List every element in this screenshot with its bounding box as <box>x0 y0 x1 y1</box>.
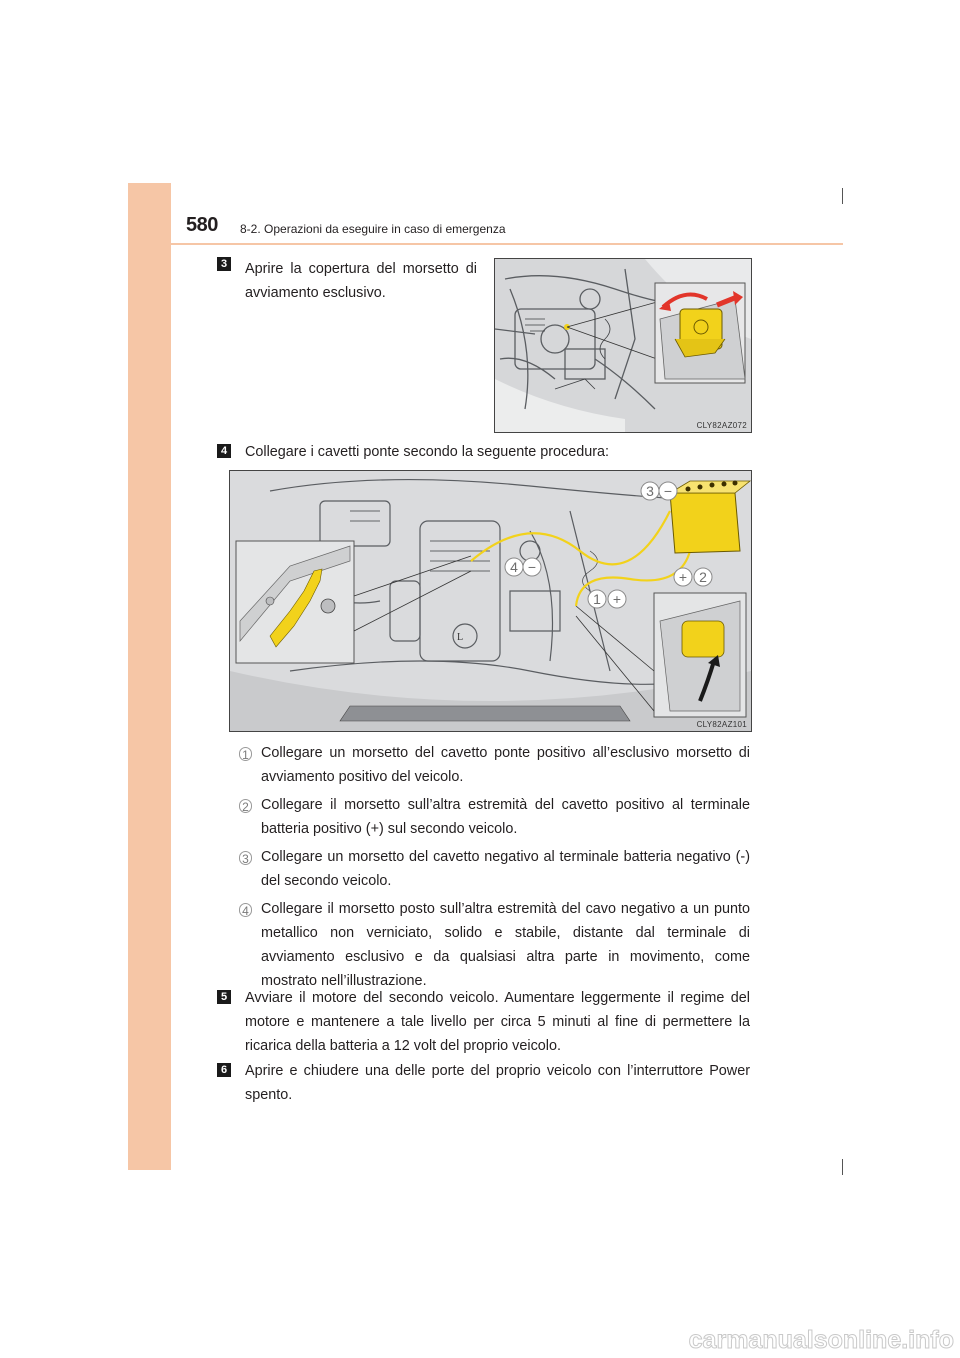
crop-mark-top <box>842 188 843 204</box>
callout-3-sign: − <box>663 483 673 499</box>
figure-terminal-cover <box>494 258 752 433</box>
step-4-text: Collegare i cavetti ponte secondo la seguente procedura: <box>245 444 610 460</box>
chapter-sidebar-tab <box>128 183 171 1170</box>
figure-code-1: CLY82AZ072 <box>696 421 747 430</box>
substep-number-1: 1 <box>239 747 252 761</box>
substep-number-4: 4 <box>239 903 252 917</box>
step-5-text: Avviare il motore del secondo veicolo. Aumentare leggermente il regime del motore e mantenere a tale livello per circa 5 minuti al fine di permettere la ricarica della batteria a 12 volt del proprio veicolo. <box>245 990 750 1054</box>
step-badge-6: 6 <box>217 1063 231 1077</box>
callout-2: 2 <box>699 569 707 585</box>
callout-3: 3 <box>646 483 654 499</box>
substep-number-2: 2 <box>239 799 252 813</box>
engine-bay-illustration <box>495 259 751 432</box>
figure-code-2: CLY82AZ101 <box>696 720 747 729</box>
figure-jump-start-connections <box>229 470 752 732</box>
substep-1-text: Collegare un morsetto del cavetto ponte positivo all’esclusivo morsetto di avviamento positivo del veicolo. <box>261 745 750 785</box>
step-3-text: Aprire la copertura del morsetto di avviamento esclusivo. <box>245 261 477 301</box>
watermark-logo <box>612 1320 960 1358</box>
callout-1-sign: + <box>612 591 622 607</box>
step-6-text: Aprire e chiudere una delle porte del proprio veicolo con l’interruttore Power spento. <box>245 1063 750 1103</box>
section-title: 8-2. Operazioni da eseguire in caso di emergenza <box>240 222 506 236</box>
step-badge-5: 5 <box>217 990 231 1004</box>
substep-4-text: Collegare il morsetto posto sull’altra estremità del cavo negativo a un punto metallico non verniciato, solido e stabile, distante dal terminale di avviamento esclusivo e da qualsiasi altra parte in movimento, come mostrato nell’illustrazione. <box>261 901 750 989</box>
callout-1: 1 <box>593 591 601 607</box>
substep-3-text: Collegare un morsetto del cavetto negativo al terminale batteria negativo (-) del secondo veicolo. <box>261 849 750 889</box>
header-rule <box>171 243 843 245</box>
callout-2-sign: + <box>678 569 688 585</box>
callout-4-sign: − <box>527 559 537 575</box>
substep-number-3: 3 <box>239 851 252 865</box>
watermark-text: carmanualsonline.info <box>688 1326 954 1354</box>
callout-labels <box>230 471 751 731</box>
substep-2-text: Collegare il morsetto sull’altra estremità del cavetto positivo al terminale batteria positivo (+) sul secondo veicolo. <box>261 797 750 837</box>
step-badge-4: 4 <box>217 444 231 458</box>
svg-text:L: L <box>457 632 464 643</box>
step-badge-3: 3 <box>217 257 231 271</box>
crop-mark-bottom <box>842 1159 843 1175</box>
page-number: 580 <box>186 214 218 236</box>
callout-4: 4 <box>510 559 518 575</box>
